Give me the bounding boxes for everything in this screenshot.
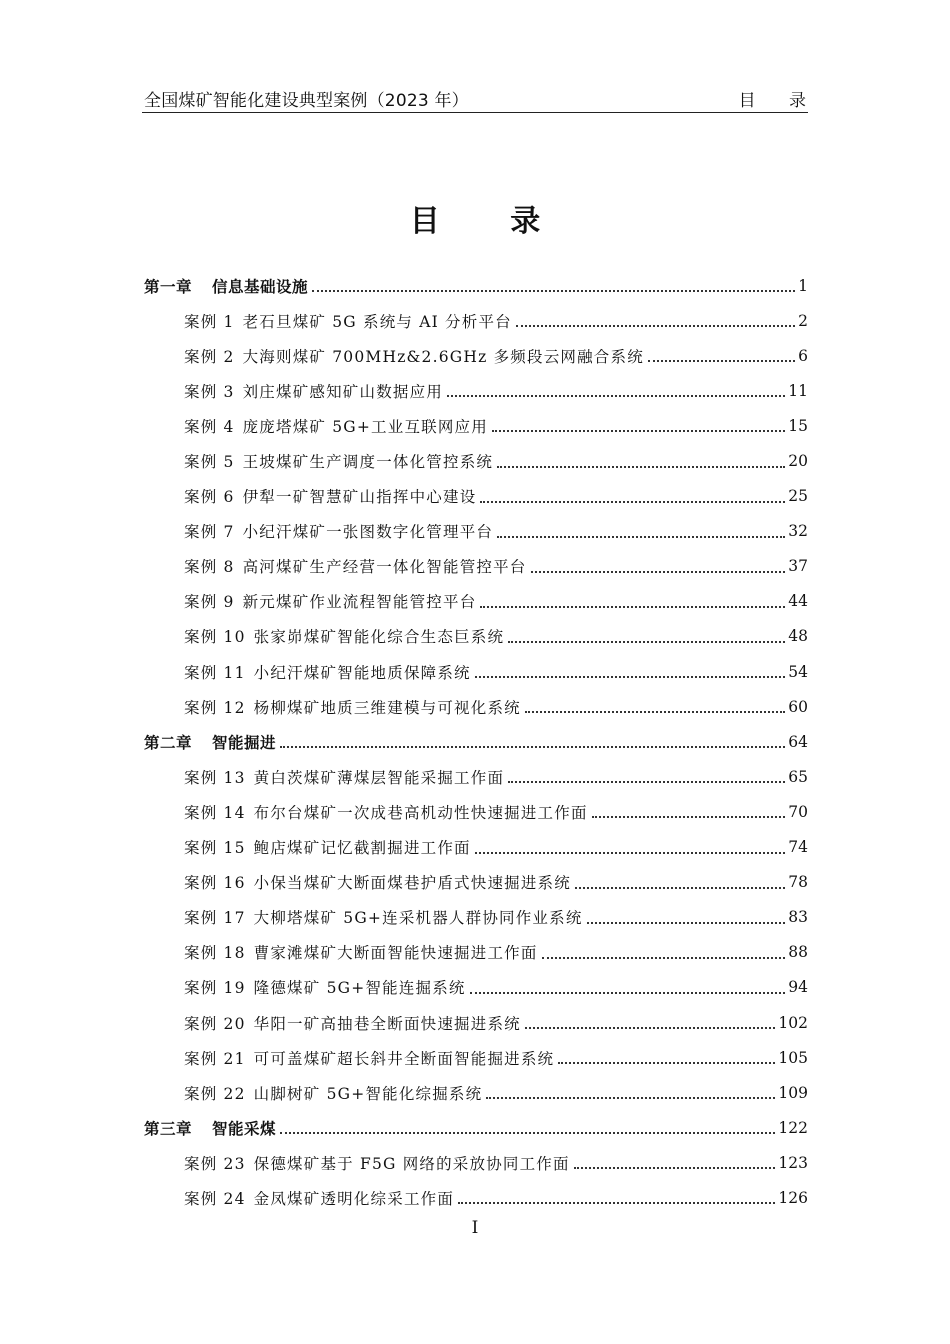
toc-entry-page: 65 [788, 767, 808, 786]
toc-entry-label: 案例 20 [184, 1014, 246, 1033]
page-number: I [471, 1218, 479, 1238]
toc-entry-text [184, 625, 506, 647]
toc-entry-page: 6 [798, 346, 808, 365]
toc-entry-text [184, 1187, 456, 1209]
toc-case-entry[interactable] [144, 479, 808, 514]
dot-leader [516, 324, 795, 327]
toc-entry-text [184, 766, 506, 788]
toc-entry-label: 案例 1 [184, 312, 235, 331]
toc-entry-title: 曹家滩煤矿大断面智能快速掘进工作面 [253, 944, 538, 963]
toc-case-entry[interactable] [144, 794, 808, 829]
toc-chapter-entry[interactable] [144, 268, 808, 303]
toc-entry-page: 123 [778, 1153, 808, 1172]
toc-case-entry[interactable] [144, 759, 808, 794]
toc-entry-page: 109 [778, 1083, 808, 1102]
toc-entry-label: 案例 17 [184, 909, 246, 928]
toc-entry-page: 70 [788, 802, 808, 821]
dot-leader [312, 289, 795, 292]
toc-entry-label: 案例 10 [184, 628, 246, 647]
header-book-title: 全国煤矿智能化建设典型案例（2023 年） [144, 91, 469, 111]
toc-entry-text [184, 1047, 556, 1069]
toc-entry-label: 案例 21 [184, 1049, 246, 1068]
toc-entry-title: 王坡煤矿生产调度一体化管控系统 [242, 453, 494, 472]
toc-entry-title: 山脚树矿 5G+智能化综掘系统 [253, 1084, 483, 1103]
toc-entry-page: 74 [788, 838, 808, 857]
header-section-title: 目 录 [738, 91, 820, 111]
toc-case-entry[interactable] [144, 303, 808, 338]
toc-entry-title: 可可盖煤矿超长斜井全断面智能掘进系统 [253, 1049, 555, 1068]
toc-entry-text [184, 520, 495, 542]
toc-entry-text [184, 976, 468, 998]
toc-entry-title: 华阳一矿高抽巷全断面快速掘进系统 [253, 1014, 521, 1033]
toc-entry-page: 88 [788, 943, 808, 962]
toc-entry-title: 小纪汗煤矿一张图数字化管理平台 [242, 523, 494, 542]
toc-entry-page: 83 [788, 908, 808, 927]
toc-entry-page: 1 [798, 276, 808, 295]
dot-leader [475, 675, 786, 678]
dot-leader [587, 921, 786, 924]
toc-case-entry[interactable] [144, 830, 808, 865]
toc-entry-title: 庞庞塔煤矿 5G+工业互联网应用 [242, 417, 488, 436]
toc-entry-text [184, 661, 473, 683]
toc-entry-title: 信息基础设施 [212, 277, 309, 296]
toc-heading: 目 录 [409, 204, 571, 239]
toc-entry-text [184, 836, 473, 858]
toc-entry-title: 大海则煤矿 700MHz&2.6GHz 多频段云网融合系统 [242, 347, 644, 366]
dot-leader [470, 991, 786, 994]
toc-entry-page: 94 [788, 978, 808, 997]
toc-entry-page: 15 [788, 416, 808, 435]
toc-case-entry[interactable] [144, 689, 808, 724]
toc-entry-label: 第三章 [144, 1119, 193, 1138]
toc-entry-label: 案例 23 [184, 1154, 246, 1173]
toc-entry-text [184, 696, 523, 718]
toc-case-entry[interactable] [144, 584, 808, 619]
dot-leader [508, 640, 785, 643]
toc-entry-title: 隆德煤矿 5G+智能连掘系统 [253, 979, 466, 998]
toc-case-entry[interactable] [144, 338, 808, 373]
toc-entry-text [184, 1082, 484, 1104]
toc-entry-label: 案例 15 [184, 839, 246, 858]
dot-leader [648, 359, 795, 362]
toc-entry-label: 案例 19 [184, 979, 246, 998]
toc-entry-label: 案例 7 [184, 523, 235, 542]
toc-case-entry[interactable] [144, 1145, 808, 1180]
toc-case-entry[interactable] [144, 514, 808, 549]
toc-entry-text [144, 275, 310, 297]
toc-entry-label: 案例 12 [184, 698, 246, 717]
toc-entry-page: 2 [798, 311, 808, 330]
toc-case-entry[interactable] [144, 443, 808, 478]
toc-entry-label: 案例 5 [184, 453, 235, 472]
toc-case-entry[interactable] [144, 970, 808, 1005]
toc-entry-text [184, 906, 585, 928]
toc-case-entry[interactable] [144, 1005, 808, 1040]
toc-entry-label: 案例 2 [184, 347, 235, 366]
toc-case-entry[interactable] [144, 1180, 808, 1215]
toc-entry-label: 第二章 [144, 733, 193, 752]
toc-entry-text [184, 801, 590, 823]
toc-entry-text [144, 1117, 278, 1139]
dot-leader [558, 1061, 775, 1064]
dot-leader [508, 780, 785, 783]
toc-entry-title: 鲍店煤矿记忆截割掘进工作面 [253, 839, 471, 858]
toc-entry-title: 智能掘进 [212, 733, 277, 752]
dot-leader [497, 535, 785, 538]
toc-entry-label: 案例 24 [184, 1189, 246, 1208]
toc-entry-page: 25 [788, 487, 808, 506]
toc-entry-label: 案例 9 [184, 593, 235, 612]
toc-entry-title: 黄白茨煤矿薄煤层智能采掘工作面 [253, 768, 505, 787]
toc-case-entry[interactable] [144, 619, 808, 654]
toc-entry-text [184, 310, 514, 332]
toc-entry-label: 案例 16 [184, 874, 246, 893]
toc-entry-label: 案例 8 [184, 558, 235, 577]
dot-leader [280, 1131, 775, 1134]
dot-leader [525, 710, 785, 713]
toc-case-entry[interactable] [144, 1075, 808, 1110]
toc-entry-label: 案例 4 [184, 417, 235, 436]
toc-entry-label: 案例 14 [184, 803, 246, 822]
toc-entry-text [184, 485, 478, 507]
toc-entry-title: 杨柳煤矿地质三维建模与可视化系统 [253, 698, 521, 717]
toc-entry-page: 32 [788, 522, 808, 541]
toc-chapter-entry[interactable] [144, 1110, 808, 1145]
dot-leader [480, 500, 785, 503]
toc-entry-title: 布尔台煤矿一次成巷高机动性快速掘进工作面 [253, 803, 588, 822]
dot-leader [592, 815, 786, 818]
toc-entry-page: 60 [788, 697, 808, 716]
running-header [142, 84, 820, 113]
dot-leader [458, 1201, 775, 1204]
toc-case-entry[interactable] [144, 408, 808, 443]
dot-leader [480, 605, 785, 608]
toc-entry-title: 张家峁煤矿智能化综合生态巨系统 [253, 628, 505, 647]
toc-entry-label: 第一章 [144, 277, 193, 296]
toc-entry-label: 案例 3 [184, 382, 235, 401]
toc-entry-page: 105 [778, 1048, 808, 1067]
toc-entry-label: 案例 11 [184, 663, 246, 682]
toc-entry-title: 刘庄煤矿感知矿山数据应用 [242, 382, 443, 401]
toc-entry-page: 20 [788, 452, 808, 471]
dot-leader [497, 465, 785, 468]
toc-entry-title: 保德煤矿基于 F5G 网络的采放协同工作面 [253, 1154, 570, 1173]
toc-entry-text [184, 1012, 523, 1034]
toc-case-entry[interactable] [144, 900, 808, 935]
toc-entry-page: 37 [788, 557, 808, 576]
dot-leader [492, 429, 785, 432]
dot-leader [574, 1166, 776, 1169]
toc-entry-label: 案例 13 [184, 768, 246, 787]
toc-entry-text [184, 590, 478, 612]
toc-entry-title: 老石旦煤矿 5G 系统与 AI 分析平台 [242, 312, 512, 331]
toc-entry-text [144, 731, 278, 753]
toc-case-entry[interactable] [144, 373, 808, 408]
toc-entry-text [184, 450, 495, 472]
toc-case-entry[interactable] [144, 654, 808, 689]
toc-entry-page: 11 [788, 381, 808, 400]
toc-entry-title: 新元煤矿作业流程智能管控平台 [242, 593, 477, 612]
toc-entry-title: 高河煤矿生产经营一体化智能管控平台 [242, 558, 527, 577]
toc-entry-title: 智能采煤 [212, 1119, 277, 1138]
dot-leader [447, 394, 785, 397]
toc-entry-label: 案例 22 [184, 1084, 246, 1103]
toc-entry-page: 126 [778, 1188, 808, 1207]
toc-chapter-entry[interactable] [144, 724, 808, 759]
toc-entry-title: 小保当煤矿大断面煤巷护盾式快速掘进系统 [253, 874, 571, 893]
dot-leader [280, 745, 785, 748]
toc-entry-title: 小纪汗煤矿智能地质保障系统 [253, 663, 471, 682]
toc-case-entry[interactable] [144, 549, 808, 584]
toc-entry-page: 54 [788, 662, 808, 681]
toc-entry-page: 48 [788, 627, 808, 646]
dot-leader [531, 570, 786, 573]
toc-case-entry[interactable] [144, 935, 808, 970]
toc-entry-text [184, 415, 490, 437]
toc-entry-label: 案例 6 [184, 488, 235, 507]
toc-entry-label: 案例 18 [184, 944, 246, 963]
toc-entry-title: 金凤煤矿透明化综采工作面 [253, 1189, 455, 1208]
dot-leader [542, 956, 786, 959]
toc-entry-text [184, 555, 529, 577]
toc-entry-page: 102 [778, 1013, 808, 1032]
toc-entry-page: 44 [788, 592, 808, 611]
toc-entry-title: 大柳塔煤矿 5G+连采机器人群协同作业系统 [253, 909, 583, 928]
toc-entry-page: 64 [788, 732, 808, 751]
toc-entry-text [184, 871, 573, 893]
dot-leader [525, 1026, 776, 1029]
toc-case-entry[interactable] [144, 1040, 808, 1075]
table-of-contents [144, 268, 808, 1216]
dot-leader [575, 886, 785, 889]
toc-entry-page: 78 [788, 873, 808, 892]
toc-entry-title: 伊犁一矿智慧矿山指挥中心建设 [242, 488, 477, 507]
toc-entry-text [184, 1152, 572, 1174]
dot-leader [486, 1096, 775, 1099]
toc-entry-text [184, 941, 540, 963]
toc-entry-text [184, 380, 445, 402]
dot-leader [475, 851, 786, 854]
toc-case-entry[interactable] [144, 865, 808, 900]
toc-entry-text [184, 345, 646, 367]
toc-entry-page: 122 [778, 1118, 808, 1137]
